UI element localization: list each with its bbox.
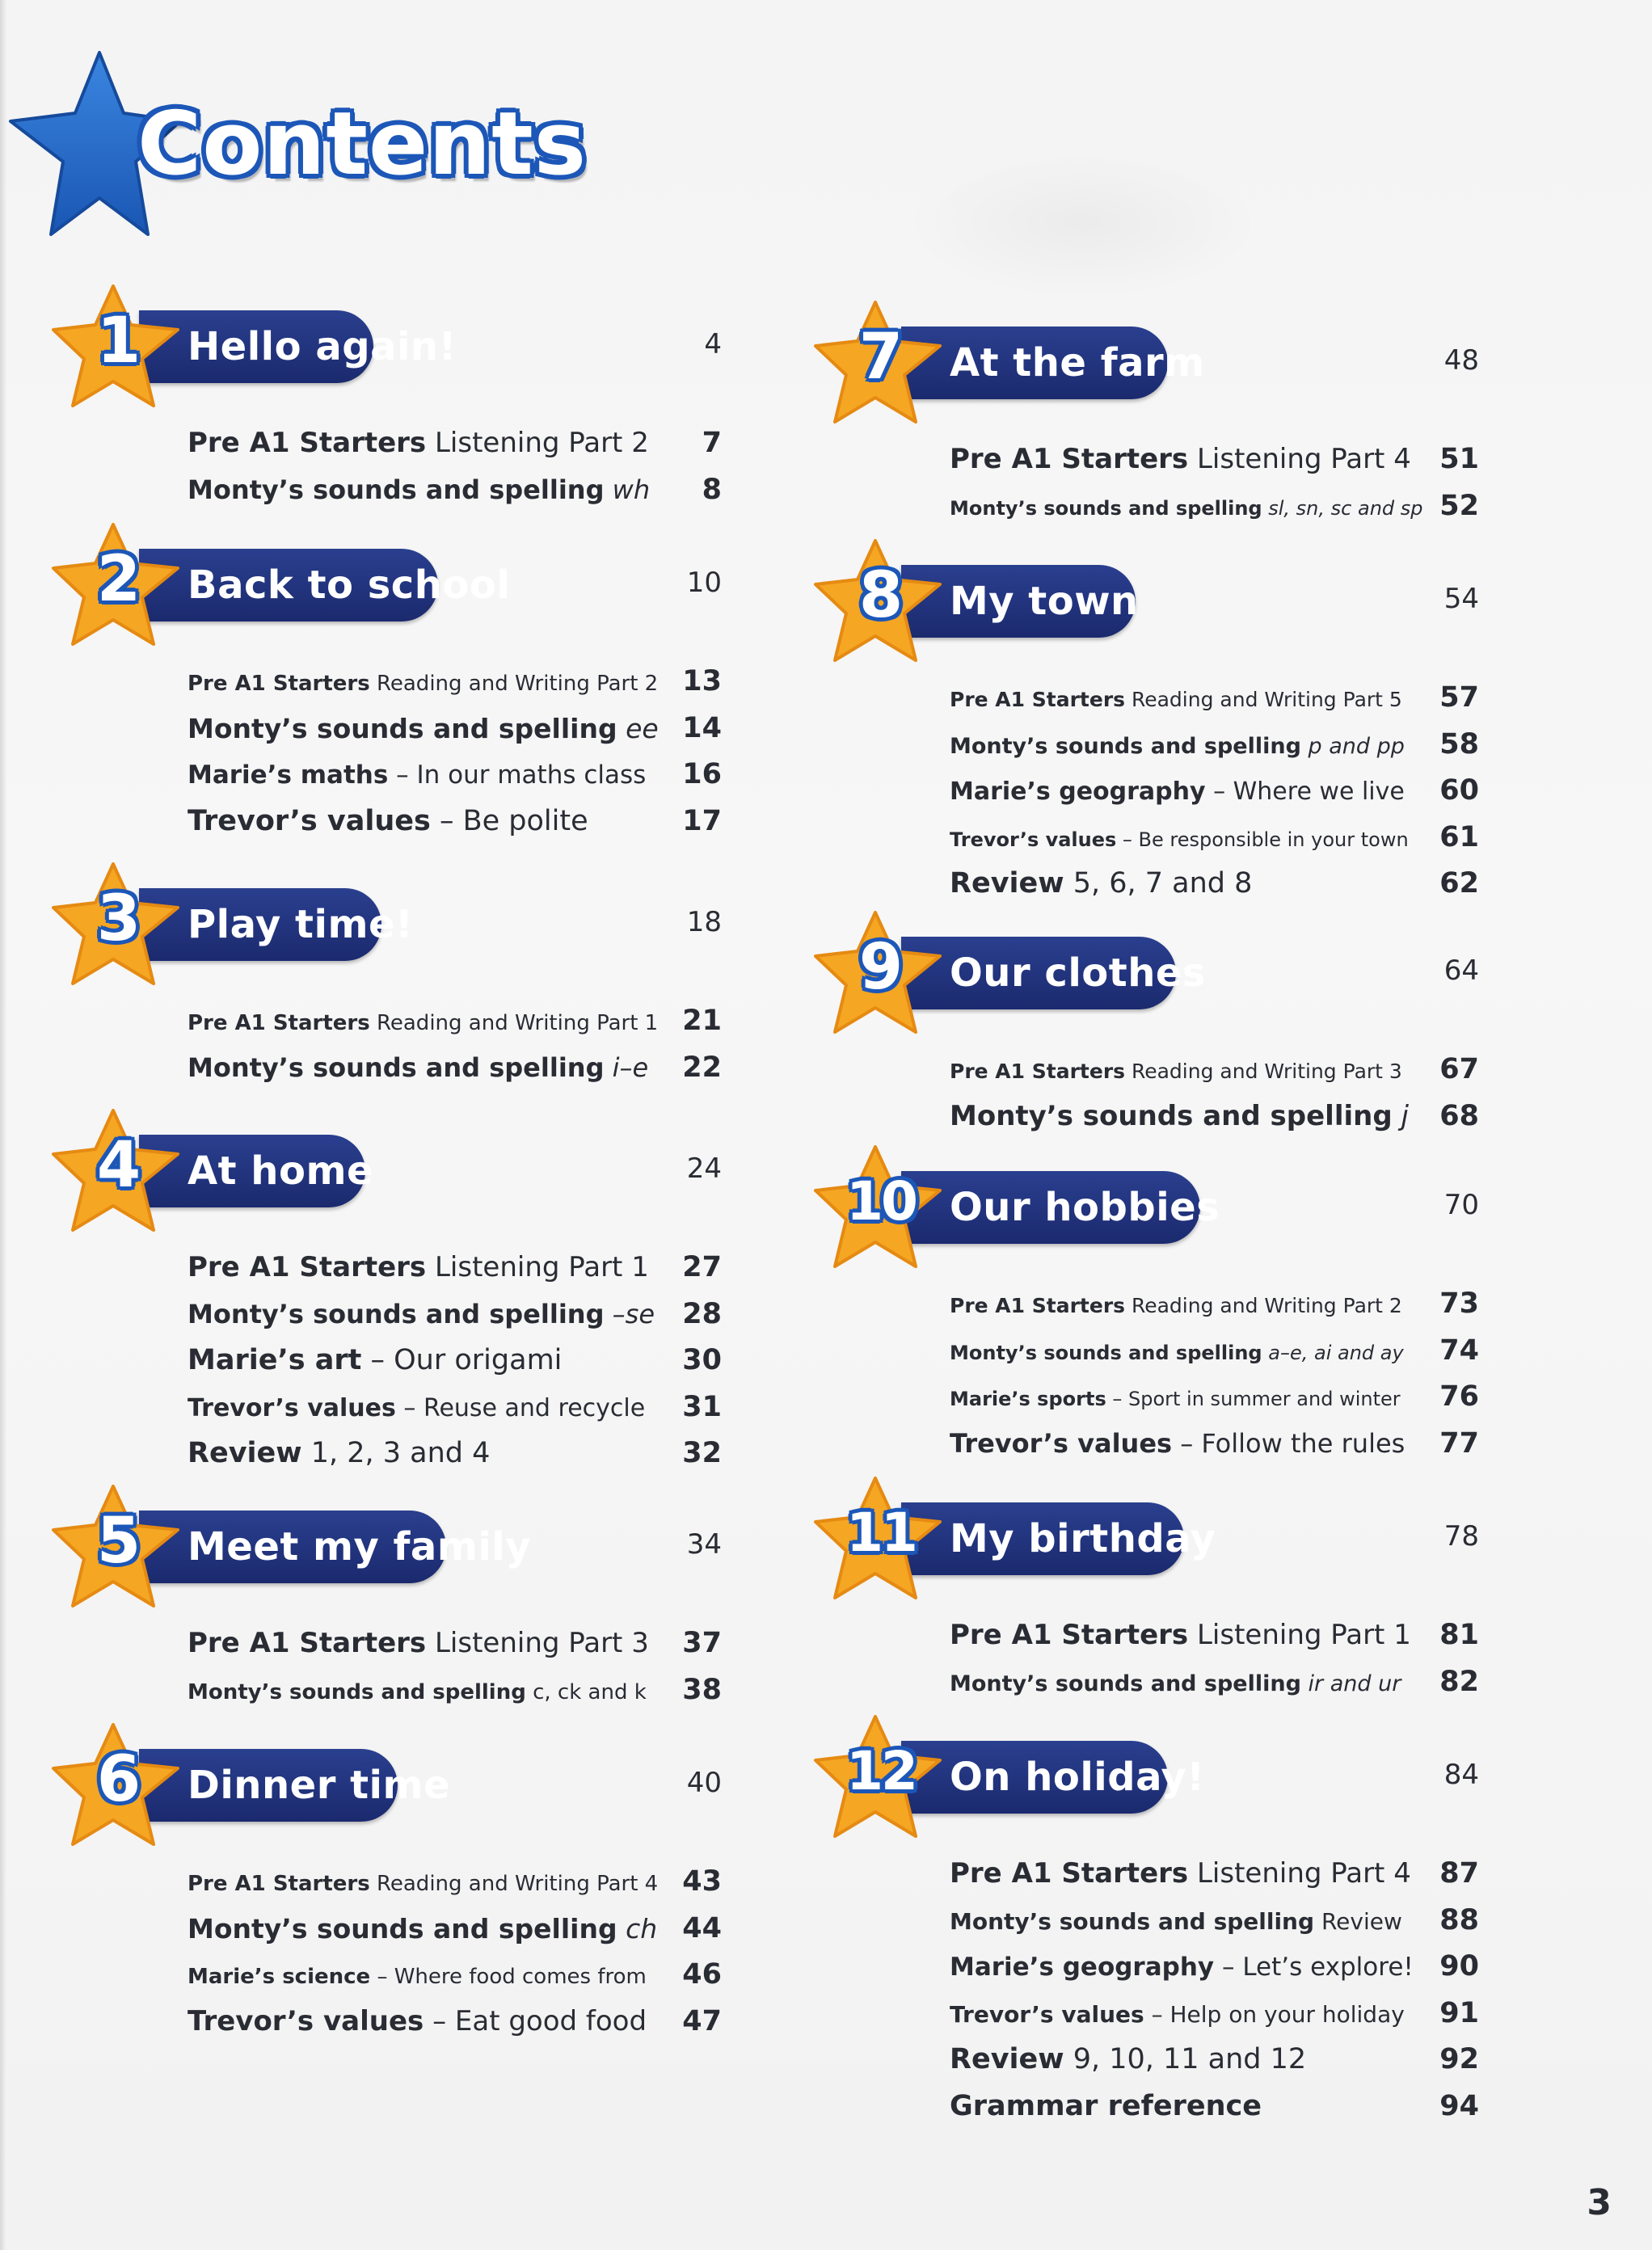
unit-title: Our clothes bbox=[950, 950, 1206, 996]
item-page-number: 27 bbox=[682, 1251, 722, 1283]
item-spelling: p and pp bbox=[1308, 733, 1405, 759]
item-detail bbox=[604, 474, 612, 505]
contents-item[interactable] bbox=[950, 1659, 1479, 1706]
item-detail: – Follow the rules bbox=[1172, 1427, 1405, 1459]
item-label: Monty’s sounds and spelling bbox=[950, 1671, 1301, 1696]
item-page-number: 73 bbox=[1439, 1287, 1479, 1320]
unit-number: 7 bbox=[858, 321, 904, 394]
item-page-number: 94 bbox=[1439, 2089, 1479, 2122]
item-label: Trevor’s values bbox=[188, 804, 431, 837]
unit-page-number: 54 bbox=[1443, 583, 1479, 615]
item-label: Marie’s maths bbox=[188, 761, 389, 790]
item-page-number: 22 bbox=[682, 1051, 722, 1084]
unit-title: On holiday! bbox=[950, 1755, 1205, 1800]
unit-number: 12 bbox=[846, 1740, 916, 1802]
contents-item[interactable] bbox=[188, 1045, 722, 1092]
item-label: Trevor’s values bbox=[188, 2004, 424, 2037]
item-detail bbox=[604, 1052, 612, 1083]
item-label: Pre A1 Starters bbox=[950, 1857, 1189, 1890]
unit-heading bbox=[812, 537, 1540, 651]
item-spelling: i–e bbox=[612, 1051, 649, 1083]
item-detail: – In our maths class bbox=[388, 761, 647, 790]
contents-item[interactable] bbox=[188, 1620, 722, 1667]
item-page-number: 74 bbox=[1439, 1334, 1479, 1367]
unit-heading bbox=[812, 1475, 1540, 1588]
item-detail: Listening Part 3 bbox=[426, 1627, 649, 1659]
contents-item[interactable] bbox=[188, 659, 722, 706]
contents-item[interactable] bbox=[188, 420, 722, 467]
unit-page-number: 48 bbox=[1443, 344, 1479, 377]
contents-item[interactable] bbox=[188, 467, 722, 514]
unit-number: 5 bbox=[96, 1505, 141, 1578]
unit-number: 3 bbox=[96, 883, 141, 955]
item-page-number: 7 bbox=[702, 427, 722, 459]
item-page-number: 52 bbox=[1439, 489, 1479, 522]
unit-number: 11 bbox=[846, 1502, 916, 1564]
unit-items bbox=[188, 420, 722, 513]
item-page-number: 46 bbox=[682, 1958, 722, 1991]
unit-heading bbox=[50, 1483, 778, 1596]
unit-items bbox=[188, 998, 722, 1091]
item-page-number: 38 bbox=[682, 1673, 722, 1706]
item-detail: c, ck and k bbox=[525, 1679, 647, 1704]
unit-number: 6 bbox=[96, 1743, 141, 1816]
item-label: Pre A1 Starters bbox=[188, 427, 427, 459]
item-page-number: 60 bbox=[1439, 774, 1479, 807]
unit-page-number: 4 bbox=[704, 328, 722, 360]
item-label: Monty’s sounds and spelling bbox=[188, 712, 617, 744]
item-label: Monty’s sounds and spelling bbox=[188, 1051, 605, 1083]
item-page-number: 17 bbox=[682, 804, 722, 837]
item-page-number: 32 bbox=[682, 1437, 722, 1469]
item-page-number: 77 bbox=[1439, 1426, 1479, 1460]
unit-items bbox=[188, 1859, 722, 2045]
item-page-number: 76 bbox=[1439, 1380, 1479, 1413]
contents-item[interactable] bbox=[188, 1952, 722, 1999]
unit-number: 4 bbox=[96, 1129, 141, 1202]
contents-item[interactable] bbox=[188, 998, 722, 1045]
item-spelling: a–e, ai and ay bbox=[1268, 1341, 1404, 1364]
item-detail bbox=[1301, 734, 1309, 759]
unit-number: 10 bbox=[846, 1170, 916, 1232]
contents-item[interactable] bbox=[188, 1999, 722, 2046]
item-label: Marie’s sports bbox=[950, 1388, 1106, 1410]
unit-heading bbox=[50, 283, 778, 396]
item-detail: 5, 6, 7 and 8 bbox=[1064, 867, 1253, 900]
item-page-number: 8 bbox=[702, 473, 722, 506]
item-label: Monty’s sounds and spelling bbox=[188, 1298, 605, 1329]
item-page-number: 81 bbox=[1439, 1619, 1479, 1651]
item-spelling: j bbox=[1401, 1099, 1409, 1132]
item-label: Monty’s sounds and spelling bbox=[950, 496, 1262, 520]
item-detail: – Sport in summer and winter bbox=[1106, 1388, 1401, 1410]
item-label: Grammar reference bbox=[950, 2089, 1262, 2122]
item-detail: Reading and Writing Part 3 bbox=[1125, 1060, 1402, 1083]
item-label: Pre A1 Starters bbox=[950, 443, 1189, 475]
contents-item[interactable] bbox=[950, 768, 1479, 815]
item-label: Monty’s sounds and spelling bbox=[188, 1679, 526, 1704]
contents-item[interactable] bbox=[950, 2084, 1479, 2130]
item-detail bbox=[617, 1913, 626, 1945]
unit-number: 2 bbox=[96, 543, 141, 616]
unit-title: My town bbox=[950, 579, 1139, 624]
contents-item[interactable] bbox=[950, 2037, 1479, 2084]
unit-heading bbox=[50, 521, 778, 634]
item-label: Monty’s sounds and spelling bbox=[188, 474, 605, 505]
unit-title: At the farm bbox=[950, 340, 1205, 386]
contents-item[interactable] bbox=[950, 1991, 1479, 2037]
item-label: Monty’s sounds and spelling bbox=[950, 1099, 1393, 1132]
contents-item[interactable] bbox=[188, 1906, 722, 1953]
contents-item[interactable] bbox=[950, 675, 1479, 722]
contents-item[interactable] bbox=[950, 1851, 1479, 1898]
contents-item[interactable] bbox=[950, 436, 1479, 483]
item-page-number: 58 bbox=[1439, 727, 1479, 761]
item-detail: Reading and Writing Part 2 bbox=[369, 672, 659, 696]
unit-items bbox=[188, 1245, 722, 1477]
contents-item[interactable] bbox=[950, 1898, 1479, 1945]
item-page-number: 37 bbox=[682, 1627, 722, 1659]
item-detail bbox=[617, 713, 626, 744]
item-page-number: 47 bbox=[682, 2004, 722, 2037]
unit-items bbox=[950, 1612, 1479, 1705]
contents-item[interactable] bbox=[950, 483, 1479, 530]
item-page-number: 82 bbox=[1439, 1665, 1479, 1698]
contents-item[interactable] bbox=[950, 815, 1479, 862]
item-detail: Review bbox=[1314, 1907, 1402, 1935]
unit-items bbox=[950, 675, 1479, 908]
unit-page-number: 18 bbox=[686, 906, 722, 938]
item-page-number: 68 bbox=[1439, 1099, 1479, 1132]
unit-page-number: 24 bbox=[686, 1152, 722, 1185]
unit-page-number: 10 bbox=[686, 567, 722, 599]
item-label: Monty’s sounds and spelling bbox=[950, 1907, 1315, 1935]
item-detail: – Eat good food bbox=[424, 2004, 647, 2037]
item-detail: Listening Part 4 bbox=[1188, 1857, 1411, 1890]
unit-title: Back to school bbox=[188, 562, 511, 608]
contents-item[interactable] bbox=[188, 1667, 722, 1714]
contents-item[interactable] bbox=[950, 1421, 1479, 1468]
contents-item[interactable] bbox=[188, 1384, 722, 1431]
item-detail: Listening Part 1 bbox=[426, 1251, 649, 1283]
item-detail: Reading and Writing Part 1 bbox=[369, 1011, 659, 1035]
item-page-number: 91 bbox=[1439, 1996, 1479, 2029]
contents-item[interactable] bbox=[188, 1245, 722, 1291]
contents-item[interactable] bbox=[950, 1612, 1479, 1659]
item-detail: 1, 2, 3 and 4 bbox=[301, 1437, 491, 1469]
item-page-number: 16 bbox=[682, 758, 722, 790]
unit-items bbox=[188, 659, 722, 845]
item-page-number: 61 bbox=[1439, 820, 1479, 853]
item-label: Pre A1 Starters bbox=[950, 1060, 1126, 1083]
unit-items bbox=[950, 1281, 1479, 1467]
contents-item[interactable] bbox=[950, 1281, 1479, 1328]
unit-page-number: 64 bbox=[1443, 954, 1479, 987]
contents-item[interactable] bbox=[950, 1374, 1479, 1421]
item-page-number: 30 bbox=[682, 1344, 722, 1376]
contents-item[interactable] bbox=[188, 1430, 722, 1477]
item-detail bbox=[604, 1299, 612, 1329]
item-page-number: 88 bbox=[1439, 1903, 1479, 1936]
unit-heading bbox=[812, 909, 1540, 1022]
item-label: Pre A1 Starters bbox=[950, 688, 1126, 711]
item-page-number: 31 bbox=[682, 1390, 722, 1423]
item-page-number: 90 bbox=[1439, 1950, 1479, 1982]
unit-heading bbox=[50, 1107, 778, 1220]
item-label: Review bbox=[188, 1437, 302, 1469]
item-detail: – Help on your holiday bbox=[1144, 2000, 1405, 2028]
item-label: Pre A1 Starters bbox=[188, 672, 370, 696]
unit-page-number: 40 bbox=[686, 1767, 722, 1799]
contents-item[interactable] bbox=[950, 861, 1479, 908]
item-detail: – Where food comes from bbox=[370, 1965, 647, 1989]
unit-heading bbox=[812, 1713, 1540, 1827]
contents-item[interactable] bbox=[188, 706, 722, 752]
unit-page-number: 34 bbox=[686, 1528, 722, 1561]
unit-title: Meet my family bbox=[188, 1524, 532, 1570]
contents-item[interactable] bbox=[950, 1944, 1479, 1991]
item-page-number: 62 bbox=[1439, 867, 1479, 900]
item-page-number: 13 bbox=[682, 665, 722, 697]
item-detail bbox=[1301, 1671, 1309, 1696]
contents-item[interactable] bbox=[950, 1328, 1479, 1375]
unit-title: At home bbox=[188, 1148, 374, 1194]
item-label: Monty’s sounds and spelling bbox=[950, 733, 1301, 759]
item-detail: Reading and Writing Part 4 bbox=[369, 1872, 659, 1896]
binding-edge bbox=[0, 0, 6, 2250]
unit-items bbox=[950, 1851, 1479, 2130]
unit-heading bbox=[50, 861, 778, 974]
unit-title: My birthday bbox=[950, 1516, 1216, 1561]
item-page-number: 67 bbox=[1439, 1053, 1479, 1085]
item-spelling: ch bbox=[626, 1912, 658, 1945]
item-detail: – Our origami bbox=[361, 1344, 563, 1376]
contents-item[interactable] bbox=[188, 1859, 722, 1906]
item-label: Marie’s science bbox=[188, 1965, 371, 1989]
contents-item[interactable] bbox=[950, 1047, 1479, 1093]
item-label: Marie’s art bbox=[188, 1344, 362, 1376]
unit-number: 9 bbox=[858, 931, 904, 1004]
item-label: Marie’s geography bbox=[950, 1953, 1215, 1982]
contents-item[interactable] bbox=[950, 1093, 1479, 1140]
contents-item[interactable] bbox=[950, 722, 1479, 769]
contents-item[interactable] bbox=[188, 1291, 722, 1338]
unit-number: 1 bbox=[96, 305, 141, 377]
item-label: Pre A1 Starters bbox=[950, 1294, 1126, 1317]
item-page-number: 43 bbox=[682, 1865, 722, 1898]
item-page-number: 28 bbox=[682, 1297, 722, 1330]
item-detail: Listening Part 4 bbox=[1188, 443, 1411, 475]
item-label: Review bbox=[950, 867, 1064, 900]
unit-items bbox=[188, 1620, 722, 1713]
page-number: 3 bbox=[1587, 2182, 1612, 2223]
item-label: Trevor’s values bbox=[188, 1393, 396, 1422]
item-label: Trevor’s values bbox=[950, 2000, 1144, 2028]
contents-item[interactable] bbox=[188, 1338, 722, 1384]
unit-title: Play time! bbox=[188, 902, 414, 947]
contents-item[interactable] bbox=[188, 798, 722, 845]
item-detail: 9, 10, 11 and 12 bbox=[1064, 2043, 1307, 2075]
item-detail bbox=[1393, 1100, 1401, 1132]
page-title: Contents bbox=[137, 94, 588, 195]
unit-heading bbox=[812, 299, 1540, 412]
item-label: Monty’s sounds and spelling bbox=[188, 1912, 617, 1945]
contents-item[interactable] bbox=[188, 752, 722, 798]
item-spelling: wh bbox=[612, 474, 651, 505]
item-label: Pre A1 Starters bbox=[188, 1872, 370, 1896]
item-label: Pre A1 Starters bbox=[950, 1619, 1189, 1651]
item-detail: – Be responsible in your town bbox=[1116, 828, 1409, 851]
unit-page-number: 78 bbox=[1443, 1520, 1479, 1553]
item-detail: Listening Part 2 bbox=[426, 427, 649, 459]
unit-title: Dinner time bbox=[188, 1763, 451, 1808]
item-page-number: 21 bbox=[682, 1005, 722, 1037]
item-label: Pre A1 Starters bbox=[188, 1011, 370, 1035]
item-detail: Reading and Writing Part 5 bbox=[1125, 688, 1402, 711]
item-detail: – Be polite bbox=[430, 804, 588, 837]
item-label: Monty’s sounds and spelling bbox=[950, 1341, 1262, 1364]
unit-title: Our hobbies bbox=[950, 1185, 1220, 1230]
item-page-number: 92 bbox=[1439, 2043, 1479, 2075]
item-label: Marie’s geography bbox=[950, 777, 1206, 806]
item-page-number: 87 bbox=[1439, 1857, 1479, 1890]
item-spelling: ir and ur bbox=[1308, 1671, 1401, 1696]
unit-page-number: 70 bbox=[1443, 1189, 1479, 1221]
unit-number: 8 bbox=[858, 559, 904, 632]
item-spelling: sl, sn, sc and sp bbox=[1268, 496, 1423, 520]
item-detail: Reading and Writing Part 2 bbox=[1125, 1294, 1402, 1317]
unit-heading bbox=[50, 1721, 778, 1835]
item-label: Review bbox=[950, 2043, 1064, 2075]
item-page-number: 44 bbox=[682, 1911, 722, 1945]
show-through-ghost bbox=[905, 145, 1261, 299]
item-detail: – Reuse and recycle bbox=[395, 1393, 646, 1422]
item-label: Pre A1 Starters bbox=[188, 1251, 427, 1283]
item-detail: Listening Part 1 bbox=[1188, 1619, 1411, 1651]
item-page-number: 57 bbox=[1439, 681, 1479, 714]
item-detail: – Where we live bbox=[1205, 777, 1405, 806]
item-page-number: 14 bbox=[682, 711, 722, 744]
item-label: Trevor’s values bbox=[950, 1427, 1173, 1459]
unit-page-number: 84 bbox=[1443, 1759, 1479, 1791]
item-label: Pre A1 Starters bbox=[188, 1627, 427, 1659]
item-detail: – Let’s explore! bbox=[1214, 1953, 1414, 1982]
item-label: Trevor’s values bbox=[950, 828, 1117, 851]
unit-title: Hello again! bbox=[188, 324, 457, 369]
item-spelling: –se bbox=[612, 1298, 655, 1329]
unit-heading bbox=[812, 1144, 1540, 1257]
item-page-number: 51 bbox=[1439, 443, 1479, 475]
item-spelling: ee bbox=[626, 712, 659, 744]
unit-items bbox=[950, 436, 1479, 529]
unit-items bbox=[950, 1047, 1479, 1140]
